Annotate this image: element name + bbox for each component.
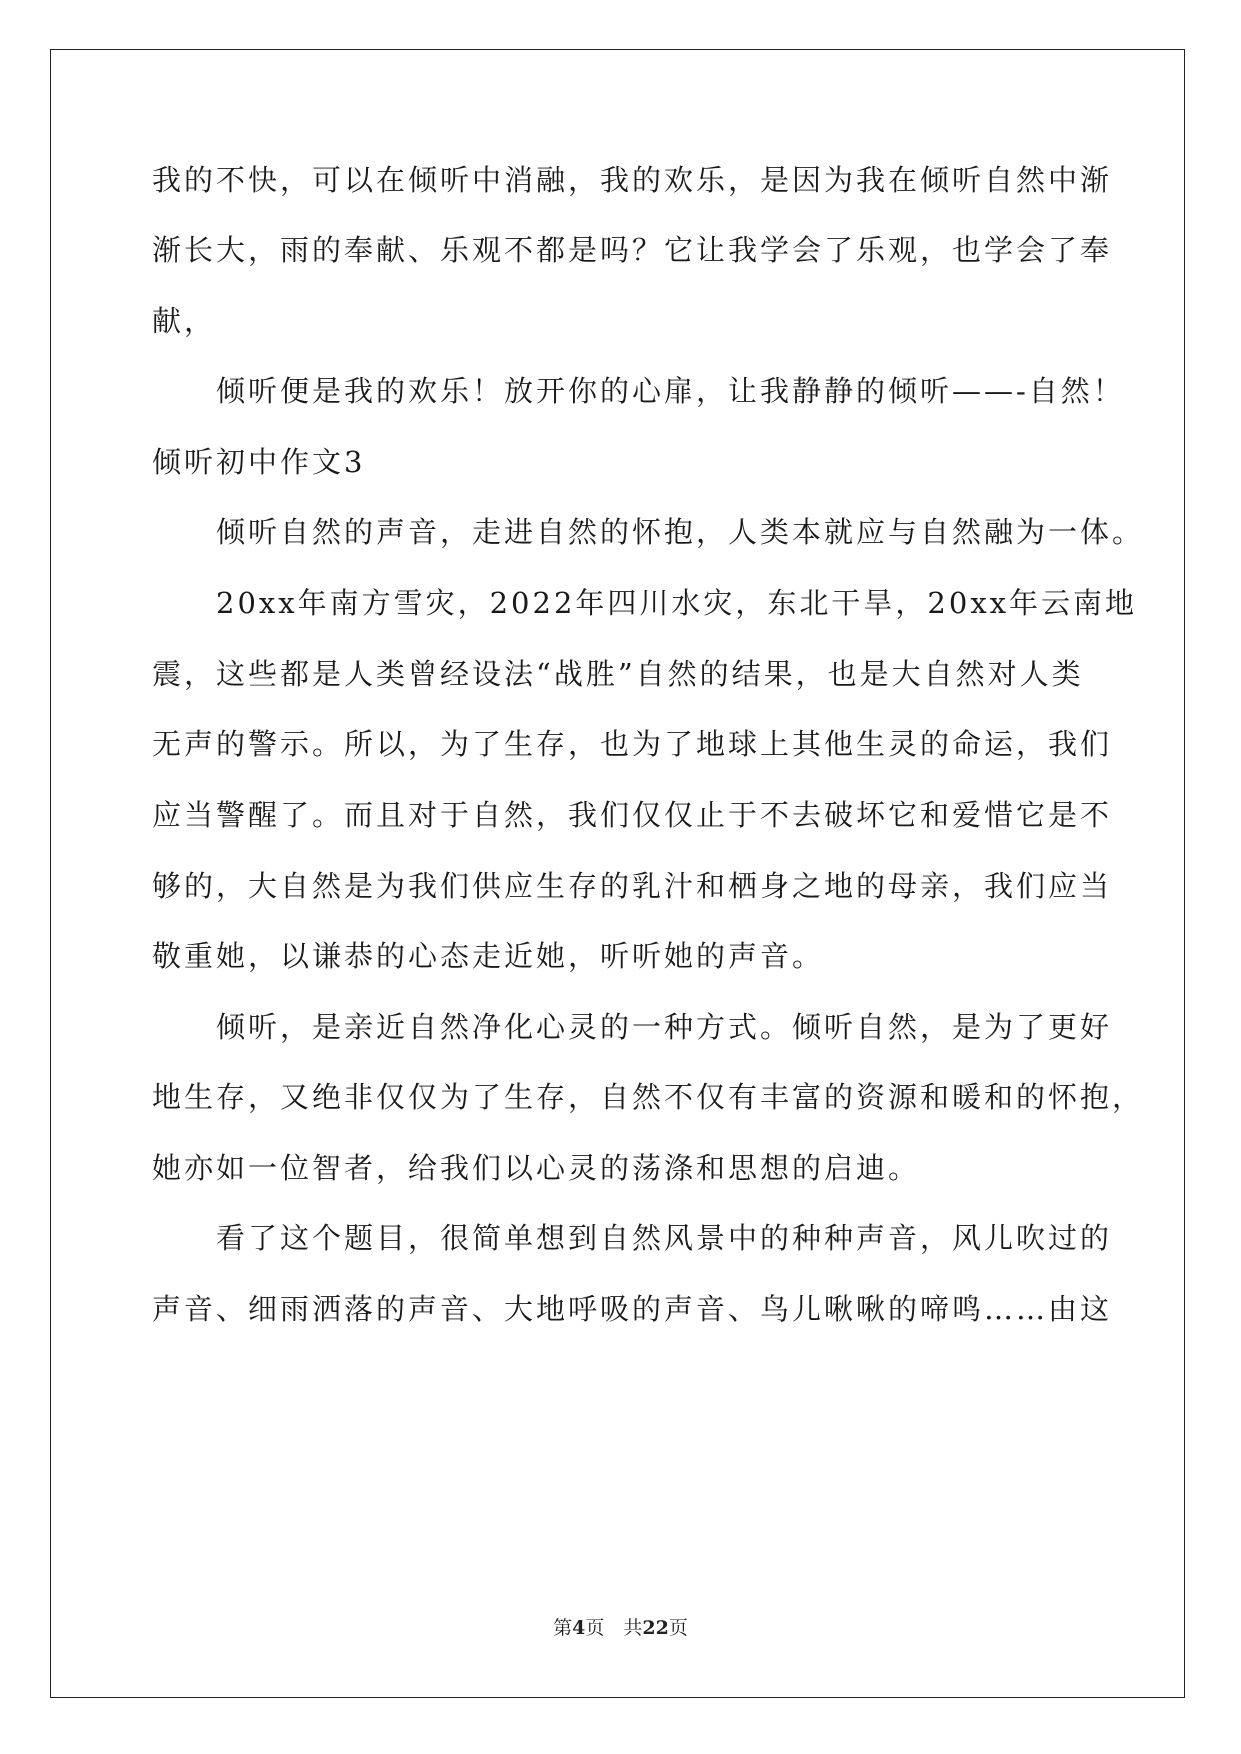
footer-prefix: 第 [553, 1617, 573, 1639]
text-line: 渐长大，雨的奉献、乐观不都是吗？它让我学会了乐观，也学会了奉 [152, 233, 1113, 267]
text-line: 她亦如一位智者，给我们以心灵的荡涤和思想的启迪。 [152, 1151, 921, 1185]
footer-suffix: 页 [668, 1617, 688, 1639]
text-line: 20xx年南方雪灾，2022年四川水灾，东北干旱，20xx年云南地 [152, 586, 1138, 620]
text-line: 应当警醒了。而且对于自然，我们仅仅止于不去破坏它和爱惜它是不 [152, 798, 1113, 832]
total-page-count: 22 [642, 1617, 669, 1639]
section-title: 倾听初中作文3 [152, 445, 366, 479]
text-line: 倾听便是我的欢乐！放开你的心扉，让我静静的倾听——-自然！ [152, 374, 1125, 408]
footer-middle: 页 共 [585, 1617, 643, 1639]
text-line: 震，这些都是人类曾经设法“战胜”自然的结果，也是大自然对人类 [152, 657, 1084, 691]
text-line: 敬重她，以谦恭的心态走近她，听听她的声音。 [152, 939, 825, 973]
text-line: 倾听，是亲近自然净化心灵的一种方式。倾听自然，是为了更好 [152, 1010, 1113, 1044]
text-line: 倾听自然的声音，走进自然的怀抱，人类本就应与自然融为一体。 [152, 515, 1145, 549]
text-line: 声音、细雨洒落的声音、大地呼吸的声音、鸟儿啾啾的啼鸣……由这 [152, 1292, 1113, 1326]
current-page-number: 4 [572, 1617, 586, 1639]
text-line: 地生存，又绝非仅仅为了生存，自然不仅有丰富的资源和暖和的怀抱， [152, 1080, 1145, 1114]
text-line: 够的，大自然是为我们供应生存的乳汁和栖身之地的母亲，我们应当 [152, 869, 1113, 903]
text-line: 无声的警示。所以，为了生存，也为了地球上其他生灵的命运，我们 [152, 727, 1113, 761]
text-line: 看了这个题目，很简单想到自然风景中的种种声音，风儿吹过的 [152, 1221, 1113, 1255]
text-line: 我的不快，可以在倾听中消融，我的欢乐，是因为我在倾听自然中渐 [152, 163, 1113, 197]
text-line: 献， [152, 304, 217, 338]
page-number-footer [0, 1616, 1241, 1640]
